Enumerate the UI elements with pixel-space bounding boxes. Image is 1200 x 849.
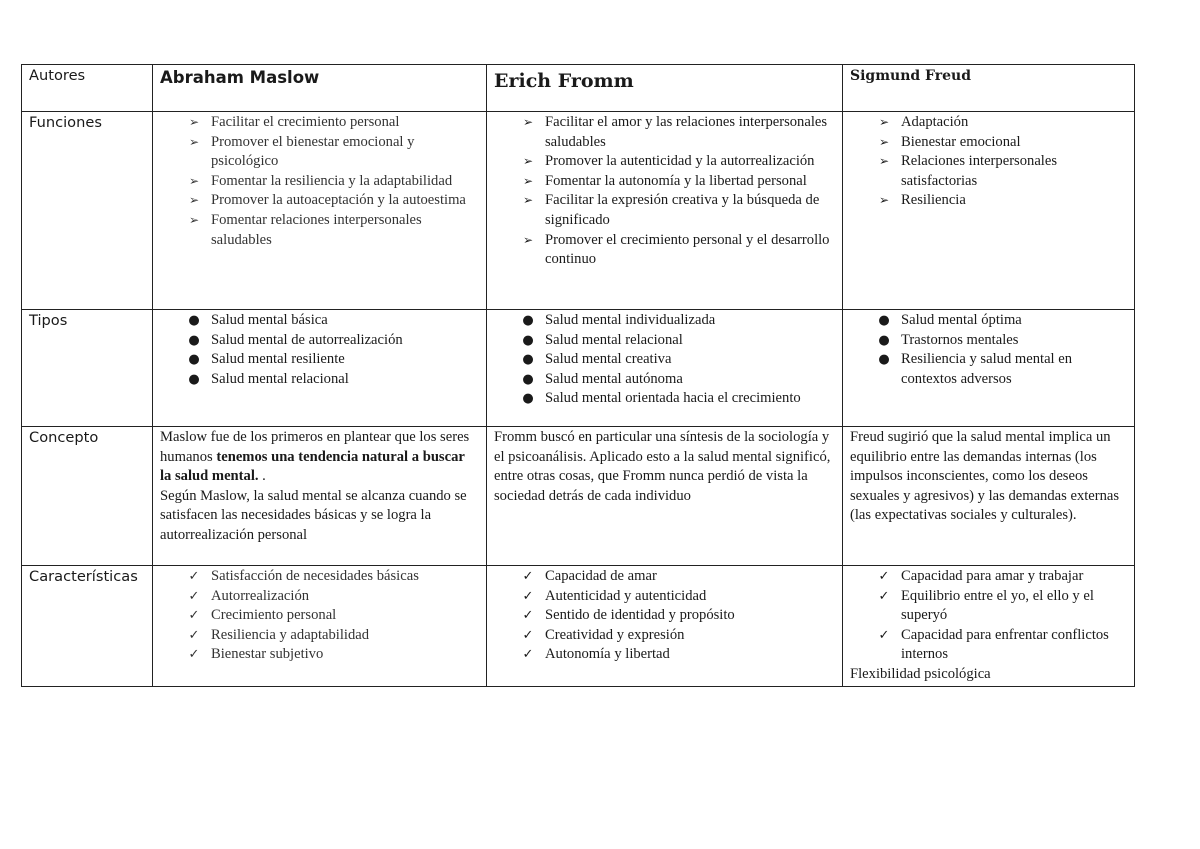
arrow-icon: ➢ (188, 134, 200, 149)
list-item (850, 626, 1127, 665)
funciones-fromm-list (494, 113, 835, 270)
arrow-icon: ➢ (188, 173, 200, 188)
list-item (160, 567, 479, 587)
bullet-icon: ● (188, 371, 200, 387)
row-label-funciones: Funciones (22, 112, 153, 310)
author-fromm (487, 65, 843, 112)
list-item-text: Bienestar subjetivo (211, 646, 324, 663)
funciones-freud-list (850, 113, 1127, 211)
list-item (494, 113, 835, 152)
list-item-text: Salud mental resiliente (211, 351, 345, 368)
list-item (494, 231, 835, 270)
arrow-icon: ➢ (188, 193, 200, 208)
list-item (850, 113, 1127, 133)
list-item-text: Promover el crecimiento personal y el desarrollo continuo (545, 231, 830, 268)
list-item-text: Equilibrio entre el yo, el ello y el superyó (901, 587, 1094, 624)
caracteristicas-freud-list (850, 567, 1127, 665)
list-item (494, 626, 835, 646)
list-item (160, 645, 479, 665)
funciones-fromm (487, 112, 843, 310)
list-item (160, 211, 479, 250)
row-label-tipos: Tipos (22, 310, 153, 427)
caracteristicas-fromm (487, 566, 843, 687)
list-item-text: Salud mental relacional (211, 370, 349, 387)
list-item (850, 133, 1127, 153)
list-item-text: Fomentar relaciones interpersonales saludables (211, 211, 422, 248)
concepto-fromm-text: Fromm buscó en particular una síntesis de la sociología y el psicoanálisis. Aplicado esto a la salud mental significó, entre otras cosas, que Fromm nunca perdió de vista la sociedad detrás de cada individuo (494, 429, 831, 504)
list-item-text: Salud mental relacional (545, 331, 683, 348)
bullet-icon: ● (188, 352, 200, 368)
list-item-text: Sentido de identidad y propósito (545, 607, 735, 624)
author-fromm-name: Erich Fromm (494, 70, 634, 92)
list-item (160, 587, 479, 607)
row-label-caracteristicas: Características (22, 566, 153, 687)
check-icon: ✓ (188, 588, 200, 604)
bullet-icon: ● (522, 391, 534, 407)
list-item-text: Crecimiento personal (211, 607, 337, 624)
caracteristicas-fromm-list (494, 567, 835, 665)
concepto-maslow-p2: Según Maslow, la salud mental se alcanza cuando se satisfacen las necesidades básicas y se logra la autorrealización personal (160, 487, 467, 543)
list-item (160, 626, 479, 646)
list-item-text: Capacidad para enfrentar conflictos internos (901, 626, 1109, 663)
bullet-icon: ● (188, 332, 200, 348)
list-item (494, 152, 835, 172)
list-item-text: Promover la autoaceptación y la autoestima (211, 192, 466, 209)
caracteristicas-freud (843, 566, 1135, 687)
check-icon: ✓ (522, 569, 534, 584)
bullet-icon: ● (522, 313, 534, 328)
list-item-text: Resiliencia y adaptabilidad (211, 626, 370, 643)
row-funciones (22, 112, 1135, 310)
list-item (160, 113, 479, 133)
tipos-freud (843, 310, 1135, 427)
concepto-maslow-text: Maslow fue de los primeros en plantear que los seres humanos (160, 429, 470, 465)
list-item (494, 389, 835, 409)
list-item (160, 350, 479, 370)
list-item (160, 191, 479, 211)
list-item-text: Adaptación (901, 114, 969, 130)
funciones-maslow (153, 112, 487, 310)
arrow-icon: ➢ (878, 154, 890, 169)
row-autores (22, 65, 1135, 112)
funciones-maslow-list (160, 113, 479, 250)
tipos-maslow (153, 310, 487, 427)
list-item (850, 331, 1127, 351)
author-freud (843, 65, 1135, 112)
list-item (160, 172, 479, 192)
bullet-icon: ● (188, 313, 200, 328)
list-item-text: Promover la autenticidad y la autorrealización (545, 153, 815, 170)
caracteristicas-maslow (153, 566, 487, 687)
list-item-text: Salud mental individualizada (545, 312, 716, 328)
list-item-text: Capacidad para amar y trabajar (901, 568, 1084, 584)
list-item-text: Salud mental básica (211, 312, 328, 328)
list-item (160, 133, 479, 172)
list-item-text: Autorrealización (211, 587, 310, 604)
tipos-fromm-list (494, 311, 835, 409)
row-caracteristicas (22, 566, 1135, 687)
list-item-text: Resiliencia y salud mental en contextos adversos (901, 351, 1073, 387)
check-icon: ✓ (188, 569, 200, 584)
list-item (160, 331, 479, 351)
arrow-icon: ➢ (522, 115, 534, 129)
concepto-maslow-post: . (258, 468, 266, 485)
check-icon: ✓ (188, 627, 200, 643)
bullet-icon: ● (522, 352, 534, 368)
list-item (160, 311, 479, 331)
author-maslow (153, 65, 487, 112)
list-item-text: Capacidad de amar (545, 568, 657, 584)
arrow-icon: ➢ (188, 212, 200, 227)
check-icon: ✓ (878, 588, 890, 604)
list-item (850, 311, 1127, 331)
row-label-concepto: Concepto (22, 427, 153, 566)
check-icon: ✓ (188, 647, 200, 663)
list-item-text: Salud mental orientada hacia el crecimiento (545, 390, 801, 407)
list-item-text: Salud mental creativa (545, 351, 672, 368)
list-item-text: Trastornos mentales (901, 331, 1019, 348)
list-item-text: Satisfacción de necesidades básicas (211, 568, 419, 584)
check-icon: ✓ (522, 588, 534, 604)
tipos-maslow-list (160, 311, 479, 389)
list-item (494, 191, 835, 230)
arrow-icon: ➢ (522, 193, 534, 208)
list-item (850, 587, 1127, 626)
list-item-text: Resiliencia (901, 192, 966, 209)
author-freud-name: Sigmund Freud (850, 68, 971, 84)
concepto-maslow-bold: tenemos una tendencia natural a buscar la salud mental. (160, 448, 465, 485)
bullet-icon: ● (522, 371, 534, 387)
list-item (494, 311, 835, 331)
list-item-text: Creatividad y expresión (545, 626, 685, 643)
check-icon: ✓ (522, 608, 534, 624)
arrow-icon: ➢ (522, 154, 534, 169)
arrow-icon: ➢ (522, 173, 534, 188)
arrow-icon: ➢ (878, 134, 890, 149)
list-item (494, 587, 835, 607)
arrow-icon: ➢ (188, 115, 200, 129)
list-item (494, 172, 835, 192)
list-item-text: Facilitar la expresión creativa y la búsqueda de significado (545, 192, 820, 228)
list-item (850, 350, 1127, 389)
caracteristicas-freud-trailing: Flexibilidad psicológica (850, 665, 991, 682)
caracteristicas-maslow-list (160, 567, 479, 665)
row-tipos (22, 310, 1135, 427)
list-item-text: Salud mental autónoma (545, 370, 683, 387)
check-icon: ✓ (878, 569, 890, 584)
list-item-text: Autenticidad y autenticidad (545, 587, 707, 604)
list-item-text: Fomentar la autonomía y la libertad personal (545, 172, 807, 189)
list-item (160, 370, 479, 390)
concepto-maslow (153, 427, 487, 566)
arrow-icon: ➢ (878, 115, 890, 129)
list-item-text: Relaciones interpersonales satisfactorias (901, 153, 1058, 189)
row-label-autores: Autores (22, 65, 153, 112)
list-item-text: Facilitar el crecimiento personal (211, 114, 400, 130)
list-item-text: Promover el bienestar emocional y psicológico (211, 133, 415, 170)
check-icon: ✓ (522, 647, 534, 663)
list-item (850, 567, 1127, 587)
author-maslow-name: Abraham Maslow (160, 68, 320, 87)
row-concepto (22, 427, 1135, 566)
concepto-fromm (487, 427, 843, 566)
concepto-freud-text: Freud sugirió que la salud mental implica un equilibrio entre las demandas internas (los impulsos inconscientes, como los deseos sexuales y agresivos) y las demandas externas (las expectativas sociales y culturales). (850, 429, 1120, 524)
funciones-freud (843, 112, 1135, 310)
list-item (494, 606, 835, 626)
list-item-text: Bienestar emocional (901, 133, 1021, 150)
bullet-icon: ● (522, 332, 534, 348)
arrow-icon: ➢ (878, 193, 890, 208)
list-item (494, 331, 835, 351)
list-item-text: Autonomía y libertad (545, 646, 670, 663)
arrow-icon: ➢ (522, 232, 534, 247)
list-item-text: Fomentar la resiliencia y la adaptabilidad (211, 172, 453, 189)
bullet-icon: ● (878, 352, 890, 368)
list-item (494, 567, 835, 587)
list-item (850, 152, 1127, 191)
list-item (160, 606, 479, 626)
list-item-text: Salud mental óptima (901, 312, 1022, 328)
list-item-text: Facilitar el amor y las relaciones interpersonales saludables (545, 114, 828, 150)
tipos-fromm (487, 310, 843, 427)
check-icon: ✓ (522, 627, 534, 643)
tipos-freud-list (850, 311, 1127, 389)
list-item (494, 370, 835, 390)
bullet-icon: ● (878, 313, 890, 328)
bullet-icon: ● (878, 332, 890, 348)
check-icon: ✓ (878, 627, 890, 643)
list-item (850, 191, 1127, 211)
concepto-freud (843, 427, 1135, 566)
list-item (494, 350, 835, 370)
list-item-text: Salud mental de autorrealización (211, 331, 403, 348)
list-item (494, 645, 835, 665)
comparison-table (21, 64, 1135, 687)
check-icon: ✓ (188, 608, 200, 624)
